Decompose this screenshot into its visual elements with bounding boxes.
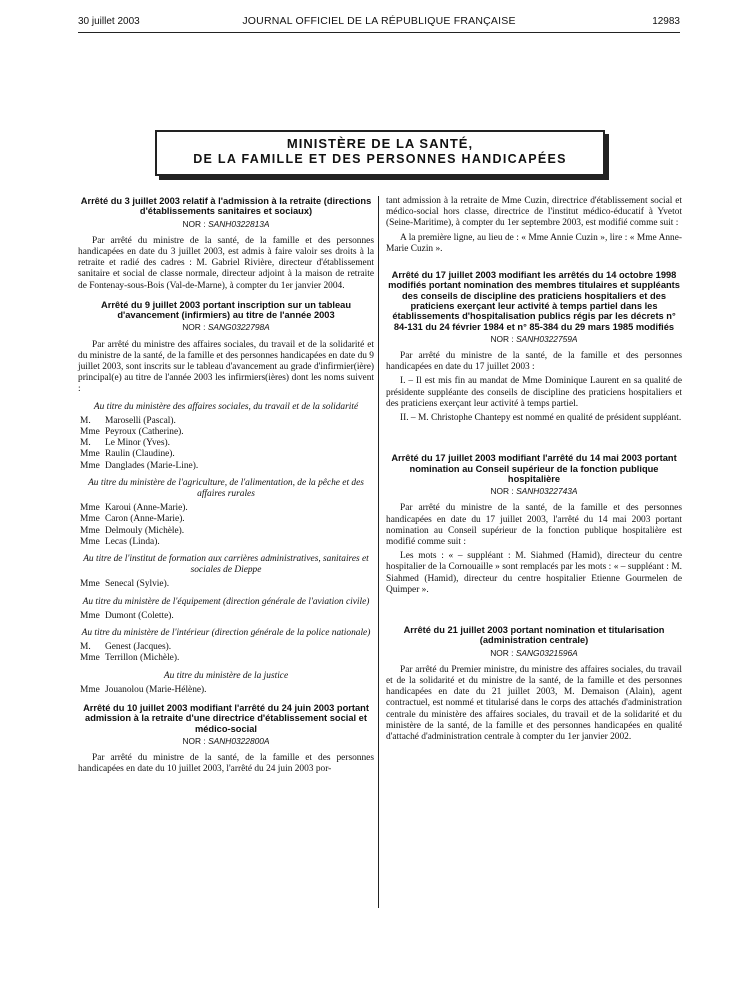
article-paragraph: II. – M. Christophe Chantepy est nommé en qualité de président suppléant. — [400, 413, 682, 424]
list-item: Mme Jouanolou (Marie-Hélène). — [80, 684, 207, 695]
right-column — [386, 196, 682, 746]
header-rule — [78, 32, 680, 33]
name-list — [78, 611, 374, 622]
list-item: Mme Senecal (Sylvie). — [80, 579, 170, 590]
article-title: Arrêté du 10 juillet 2003 modifiant l'arrêté du 24 juin 2003 portant admission à la retraite d'une directrice d'établissement social et médico-social — [83, 703, 369, 734]
list-item: Mme Lecas (Linda). — [80, 536, 160, 547]
article-nomination-titularisation — [386, 625, 682, 743]
list-item: Mme Karoui (Anne-Marie). — [80, 503, 188, 514]
nor-reference: NOR : SANH0322743A — [490, 486, 578, 497]
nor-reference: NOR : SANG0321596A — [490, 647, 578, 658]
article-paragraph: Par arrêté du Premier ministre, du ministre des affaires sociales, du travail et de la solidarité et du ministre de la santé, de la famille et des personnes handicapées en date du 21 juillet 2003, M. Demaison (Alain), agent contractuel, est nommé et titularisé dans le corps des attachés d'administration centrale du ministère des affaires sociales, du travail et de la solidarité et du ministère de la santé, de la famille et des personnes handicapées en qualité d'attaché d'administration centrale à compter du 1er janvier 2002. — [386, 664, 682, 742]
article-paragraph: Par arrêté du ministre de la santé, de la famille et des personnes handicapées en date du 10 juillet 2003, l'arrêté du 24 juin 2003 por- — [78, 753, 374, 775]
article-title: Arrêté du 17 juillet 2003 modifiant les arrêtés du 14 octobre 1998 modifiés portant nomination des membres titulaires et suppléants des conseils de discipline des praticiens hospitaliers et des praticiens exerçant leur activité à temps partiel dans les établissements d'hospitalisation publics régis par les décrets n° 84-131 du 24 février 1984 et n° 85-384 du 29 mars 1985 modifiés — [388, 270, 680, 332]
article-paragraph: Par arrêté du ministre des affaires sociales, du travail et de la solidarité et du ministre de la santé, de la famille et des personnes handicapées en date du 9 juillet 2003, sont inscrits sur le tableau d'avancement au grade d'infirmier(ière) principal(e) au titre de l'année 2003 les infirmiers(ières) dont les noms suivent : — [78, 339, 374, 395]
article-title: Arrêté du 3 juillet 2003 relatif à l'admission à la retraite (directions d'établissements sanitaires et sociaux) — [80, 196, 372, 217]
list-item: Mme Peyroux (Catherine). — [80, 427, 184, 438]
ministry-title-line1: MINISTÈRE DE LA SANTÉ, — [286, 136, 474, 151]
name-list — [78, 416, 374, 472]
article-retraite-riviere — [78, 196, 374, 292]
article-paragraph: A la première ligne, au lieu de : « Mme Annie Cuzin », lire : « Mme Anne-Marie Cuzin ». — [386, 232, 682, 254]
article-modif-retraite-cuzin — [78, 703, 374, 776]
header-page-number: 12983 — [652, 16, 680, 27]
list-item: M. Genest (Jacques). — [80, 642, 172, 653]
page-header — [78, 14, 680, 30]
header-date: 30 juillet 2003 — [78, 16, 140, 27]
ministry-box — [155, 130, 605, 176]
section-heading: Au titre du ministère de l'intérieur (direction générale de la police nationale) — [81, 628, 371, 639]
article-tableau-avancement — [78, 300, 374, 696]
name-list — [78, 503, 374, 548]
nor-reference: NOR : SANH0322800A — [182, 735, 270, 746]
nor-reference: NOR : SANH0322813A — [182, 218, 270, 229]
list-item: M. Le Minor (Yves). — [80, 438, 170, 449]
list-item: Mme Dumont (Colette). — [80, 610, 174, 621]
section-heading: Au titre du ministère des affaires sociales, du travail et de la solidarité — [93, 401, 359, 412]
article-conseil-superieur — [386, 453, 682, 596]
name-list — [78, 642, 374, 664]
list-item: Mme Raulin (Claudine). — [80, 449, 175, 460]
nor-reference: NOR : SANH0322759A — [490, 333, 578, 344]
list-item: Mme Danglades (Marie-Line). — [80, 460, 199, 471]
left-column — [78, 196, 374, 779]
header-journal-title: JOURNAL OFFICIEL DE LA RÉPUBLIQUE FRANÇAISE — [242, 15, 516, 27]
article-paragraph: Par arrêté du ministre de la santé, de la famille et des personnes handicapées en date du 17 juillet 2003 : — [386, 351, 682, 373]
article-paragraph: I. – Il est mis fin au mandat de Mme Dominique Laurent en sa qualité de présidente suppléante des conseils de discipline des praticiens hospitaliers et des praticiens exerçant leur activité à temps partiel. — [386, 376, 682, 409]
section-heading: Au titre du ministère de l'agriculture, de l'alimentation, de la pêche et des affaires rurales — [88, 477, 364, 500]
section-heading: Au titre du ministère de l'équipement (direction générale de l'aviation civile) — [82, 596, 370, 607]
section-heading: Au titre de l'institut de formation aux carrières administratives, sanitaires et sociales de Dieppe — [83, 554, 369, 576]
section-heading: Au titre du ministère de la justice — [163, 670, 289, 681]
article-title: Arrêté du 21 juillet 2003 portant nomination et titularisation (administration centrale) — [403, 624, 665, 646]
article-paragraph: Par arrêté du ministre de la santé, de la famille et des personnes handicapées en date du 17 juillet 2003, l'arrêté du 14 mai 2003 portant nomination au Conseil supérieur de la fonction publique hospitalière est modifié comme suit : — [386, 503, 682, 547]
article-paragraph: Les mots : « – suppléant : M. Siahmed (Hamid), directeur du centre hospitalier de la Cornouaille » sont remplacés par les mots : « – suppléant : M. Siahmed (Hamid), directeur du centre hospitalier Etienne Gourmelen de Quimper ». — [386, 551, 682, 595]
article-conseils-discipline — [386, 270, 682, 424]
list-item: Mme Terrillon (Michèle). — [80, 653, 180, 664]
article-title: Arrêté du 9 juillet 2003 portant inscription sur un tableau d'avancement (infirmiers) au titre de l'année 2003 — [100, 299, 352, 321]
list-item: Mme Caron (Anne-Marie). — [80, 514, 185, 525]
list-item: M. Maroselli (Pascal). — [80, 415, 176, 426]
article-paragraph: Par arrêté du ministre de la santé, de la famille et des personnes handicapées en date du 3 juillet 2003, est admis à faire valoir ses droits à la retraite et radié des cadres : M. Gabriel Rivière, directeur d'établissement sanitaire et social de classe normale, directeur adjoint à la maison de retraite de Fontenay-sous-Bois (Val-de-Marne), à compter du 1er janvier 2004. — [78, 235, 374, 291]
name-list — [78, 579, 374, 590]
name-list — [78, 685, 374, 696]
article-paragraph-continued: tant admission à la retraite de Mme Cuzin, directrice d'établissement social et médico-social hors classe, directrice de l'institut médico-éducatif à Yvetot (Seine-Maritime), à compter du 1er septembre 2003, est modifié comme suit : — [386, 196, 682, 229]
list-item: Mme Delmouly (Michèle). — [80, 525, 185, 536]
column-divider — [378, 196, 379, 908]
ministry-title-line2: DE LA FAMILLE ET DES PERSONNES HANDICAPÉES — [193, 152, 567, 166]
nor-reference: NOR : SANG0322798A — [182, 322, 270, 333]
article-title: Arrêté du 17 juillet 2003 modifiant l'arrêté du 14 mai 2003 portant nomination au Conseil supérieur de la fonction publique hospitalière — [391, 453, 677, 484]
